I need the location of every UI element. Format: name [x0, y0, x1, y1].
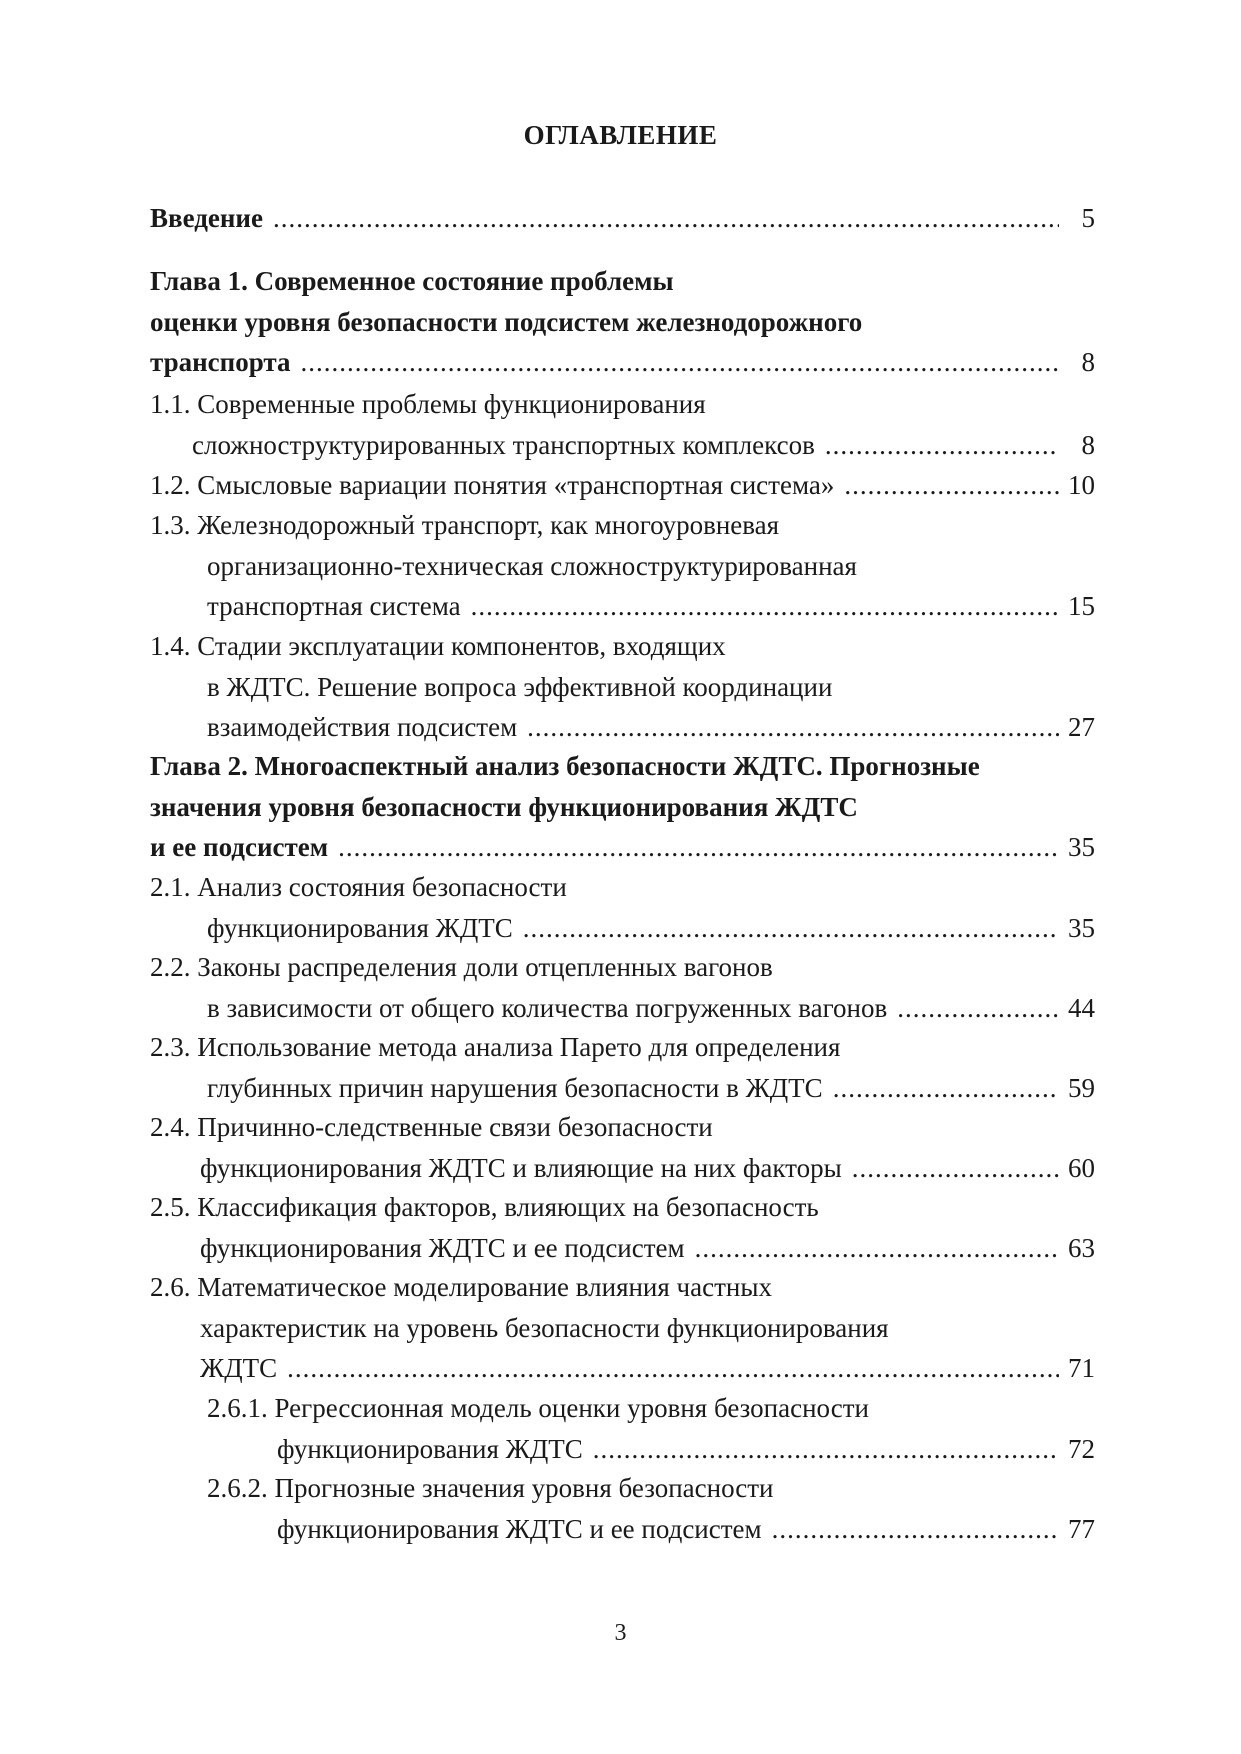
entry-line: 2.6.2. Прогнозные значения уровня безопасности: [207, 1473, 774, 1503]
entry-line: характеристик на уровень безопасности функционирования: [200, 1312, 889, 1343]
dot-leader: [695, 1228, 1059, 1269]
entry-label: транспортная система: [207, 591, 461, 621]
entry-label: взаимодействия подсистем: [207, 712, 518, 742]
toc-entry-1-2[interactable]: [150, 465, 1095, 506]
entry-line: 2.5. Классификация факторов, влияющих на безопасность: [150, 1192, 819, 1222]
entry-line: 2.6. Математическое моделирование влияния частных: [150, 1272, 772, 1302]
entry-line: 1.1. Современные проблемы функционирования: [150, 389, 706, 419]
entry-label: функционирования ЖДТС и ее подсистем: [277, 1513, 762, 1544]
entry-label: Введение: [150, 203, 263, 233]
toc-entry-1-3[interactable]: [150, 505, 1095, 627]
toc-entry-2-6-1[interactable]: [150, 1388, 1095, 1469]
dot-leader: [273, 198, 1059, 239]
dot-leader: [523, 908, 1059, 949]
entry-page-number: 8: [1081, 429, 1095, 460]
entry-label: функционирования ЖДТС и ее подсистем: [200, 1232, 685, 1263]
dot-leader: [287, 1348, 1059, 1389]
dot-leader: [300, 342, 1059, 383]
page-number: 3: [614, 1620, 627, 1646]
entry-page-number: 63: [1068, 1232, 1095, 1263]
entry-label: 1.2. Смысловые вариации понятия «транспортная система»: [150, 470, 835, 500]
dot-leader: [825, 425, 1059, 466]
entry-line: 2.4. Причинно-следственные связи безопасности: [150, 1112, 713, 1142]
toc-entry-1-1[interactable]: [150, 384, 1095, 465]
entry-line: 2.2. Законы распределения доли отцепленных вагонов: [150, 952, 773, 982]
dot-leader: [527, 707, 1059, 748]
entry-page-number: 27: [1068, 712, 1095, 742]
entry-label: функционирования ЖДТС: [277, 1433, 583, 1464]
entry-line: 2.3. Использование метода анализа Парето для определения: [150, 1032, 841, 1062]
toc-entry-chapter-2[interactable]: [150, 746, 1095, 868]
entry-label: транспорта: [150, 347, 291, 377]
entry-label: в зависимости от общего количества погруженных вагонов: [207, 992, 888, 1023]
entry-line: 2.1. Анализ состояния безопасности: [150, 872, 567, 902]
dot-leader: [772, 1509, 1059, 1550]
toc-entry-2-6-2[interactable]: [150, 1468, 1095, 1549]
entry-label: глубинных причин нарушения безопасности в ЖДТС: [207, 1072, 823, 1103]
dot-leader: [852, 1148, 1059, 1189]
dot-leader: [844, 465, 1059, 506]
entry-page-number: 72: [1068, 1433, 1095, 1464]
dot-leader: [338, 827, 1059, 868]
entry-page-number: 35: [1068, 832, 1095, 862]
entry-line: Глава 2. Многоаспектный анализ безопасности ЖДТС. Прогнозные: [150, 751, 980, 781]
entry-label: и ее подсистем: [150, 832, 329, 862]
entry-line: оценки уровня безопасности подсистем железнодорожного: [150, 306, 863, 337]
entry-page-number: 71: [1068, 1353, 1095, 1383]
dot-leader: [593, 1429, 1059, 1470]
toc-entry-2-3[interactable]: [150, 1027, 1095, 1108]
entry-line: 1.3. Железнодорожный транспорт, как многоуровневая: [150, 510, 780, 540]
entry-page-number: 60: [1068, 1152, 1095, 1183]
entry-page-number: 15: [1068, 591, 1095, 621]
entry-line: организационно-техническая сложноструктурированная: [207, 550, 857, 581]
dot-leader: [471, 586, 1059, 627]
entry-line: в ЖДТС. Решение вопроса эффективной координации: [207, 671, 833, 702]
toc-entry-2-5[interactable]: [150, 1187, 1095, 1268]
entry-page-number: 10: [1068, 470, 1095, 500]
toc-entry-2-4[interactable]: [150, 1107, 1095, 1188]
entry-label: функционирования ЖДТС и влияющие на них факторы: [200, 1152, 842, 1183]
entry-label: сложноструктурированных транспортных комплексов: [192, 429, 815, 460]
entry-page-number: 77: [1068, 1513, 1095, 1544]
entry-label: ЖДТС: [200, 1353, 278, 1383]
dot-leader: [833, 1068, 1059, 1109]
toc-entry-chapter-1[interactable]: [150, 261, 1095, 383]
toc-entry-1-4[interactable]: [150, 626, 1095, 748]
toc-entry-introduction[interactable]: [150, 198, 1095, 239]
toc-entry-2-6[interactable]: [150, 1267, 1095, 1389]
toc-entry-2-1[interactable]: [150, 867, 1095, 948]
entry-line: значения уровня безопасности функционирования ЖДТС: [150, 791, 858, 822]
toc-title: ОГЛАВЛЕНИЕ: [523, 120, 718, 150]
entry-label: функционирования ЖДТС: [207, 912, 513, 943]
dot-leader: [897, 988, 1059, 1029]
entry-page-number: 5: [1081, 203, 1095, 233]
entry-line: Глава 1. Современное состояние проблемы: [150, 266, 674, 296]
entry-line: 2.6.1. Регрессионная модель оценки уровня безопасности: [207, 1393, 869, 1423]
entry-line: 1.4. Стадии эксплуатации компонентов, входящих: [150, 631, 726, 661]
entry-page-number: 8: [1081, 347, 1095, 377]
entry-page-number: 44: [1068, 992, 1095, 1023]
toc-entry-2-2[interactable]: [150, 947, 1095, 1028]
entry-page-number: 59: [1068, 1072, 1095, 1103]
entry-page-number: 35: [1068, 912, 1095, 943]
